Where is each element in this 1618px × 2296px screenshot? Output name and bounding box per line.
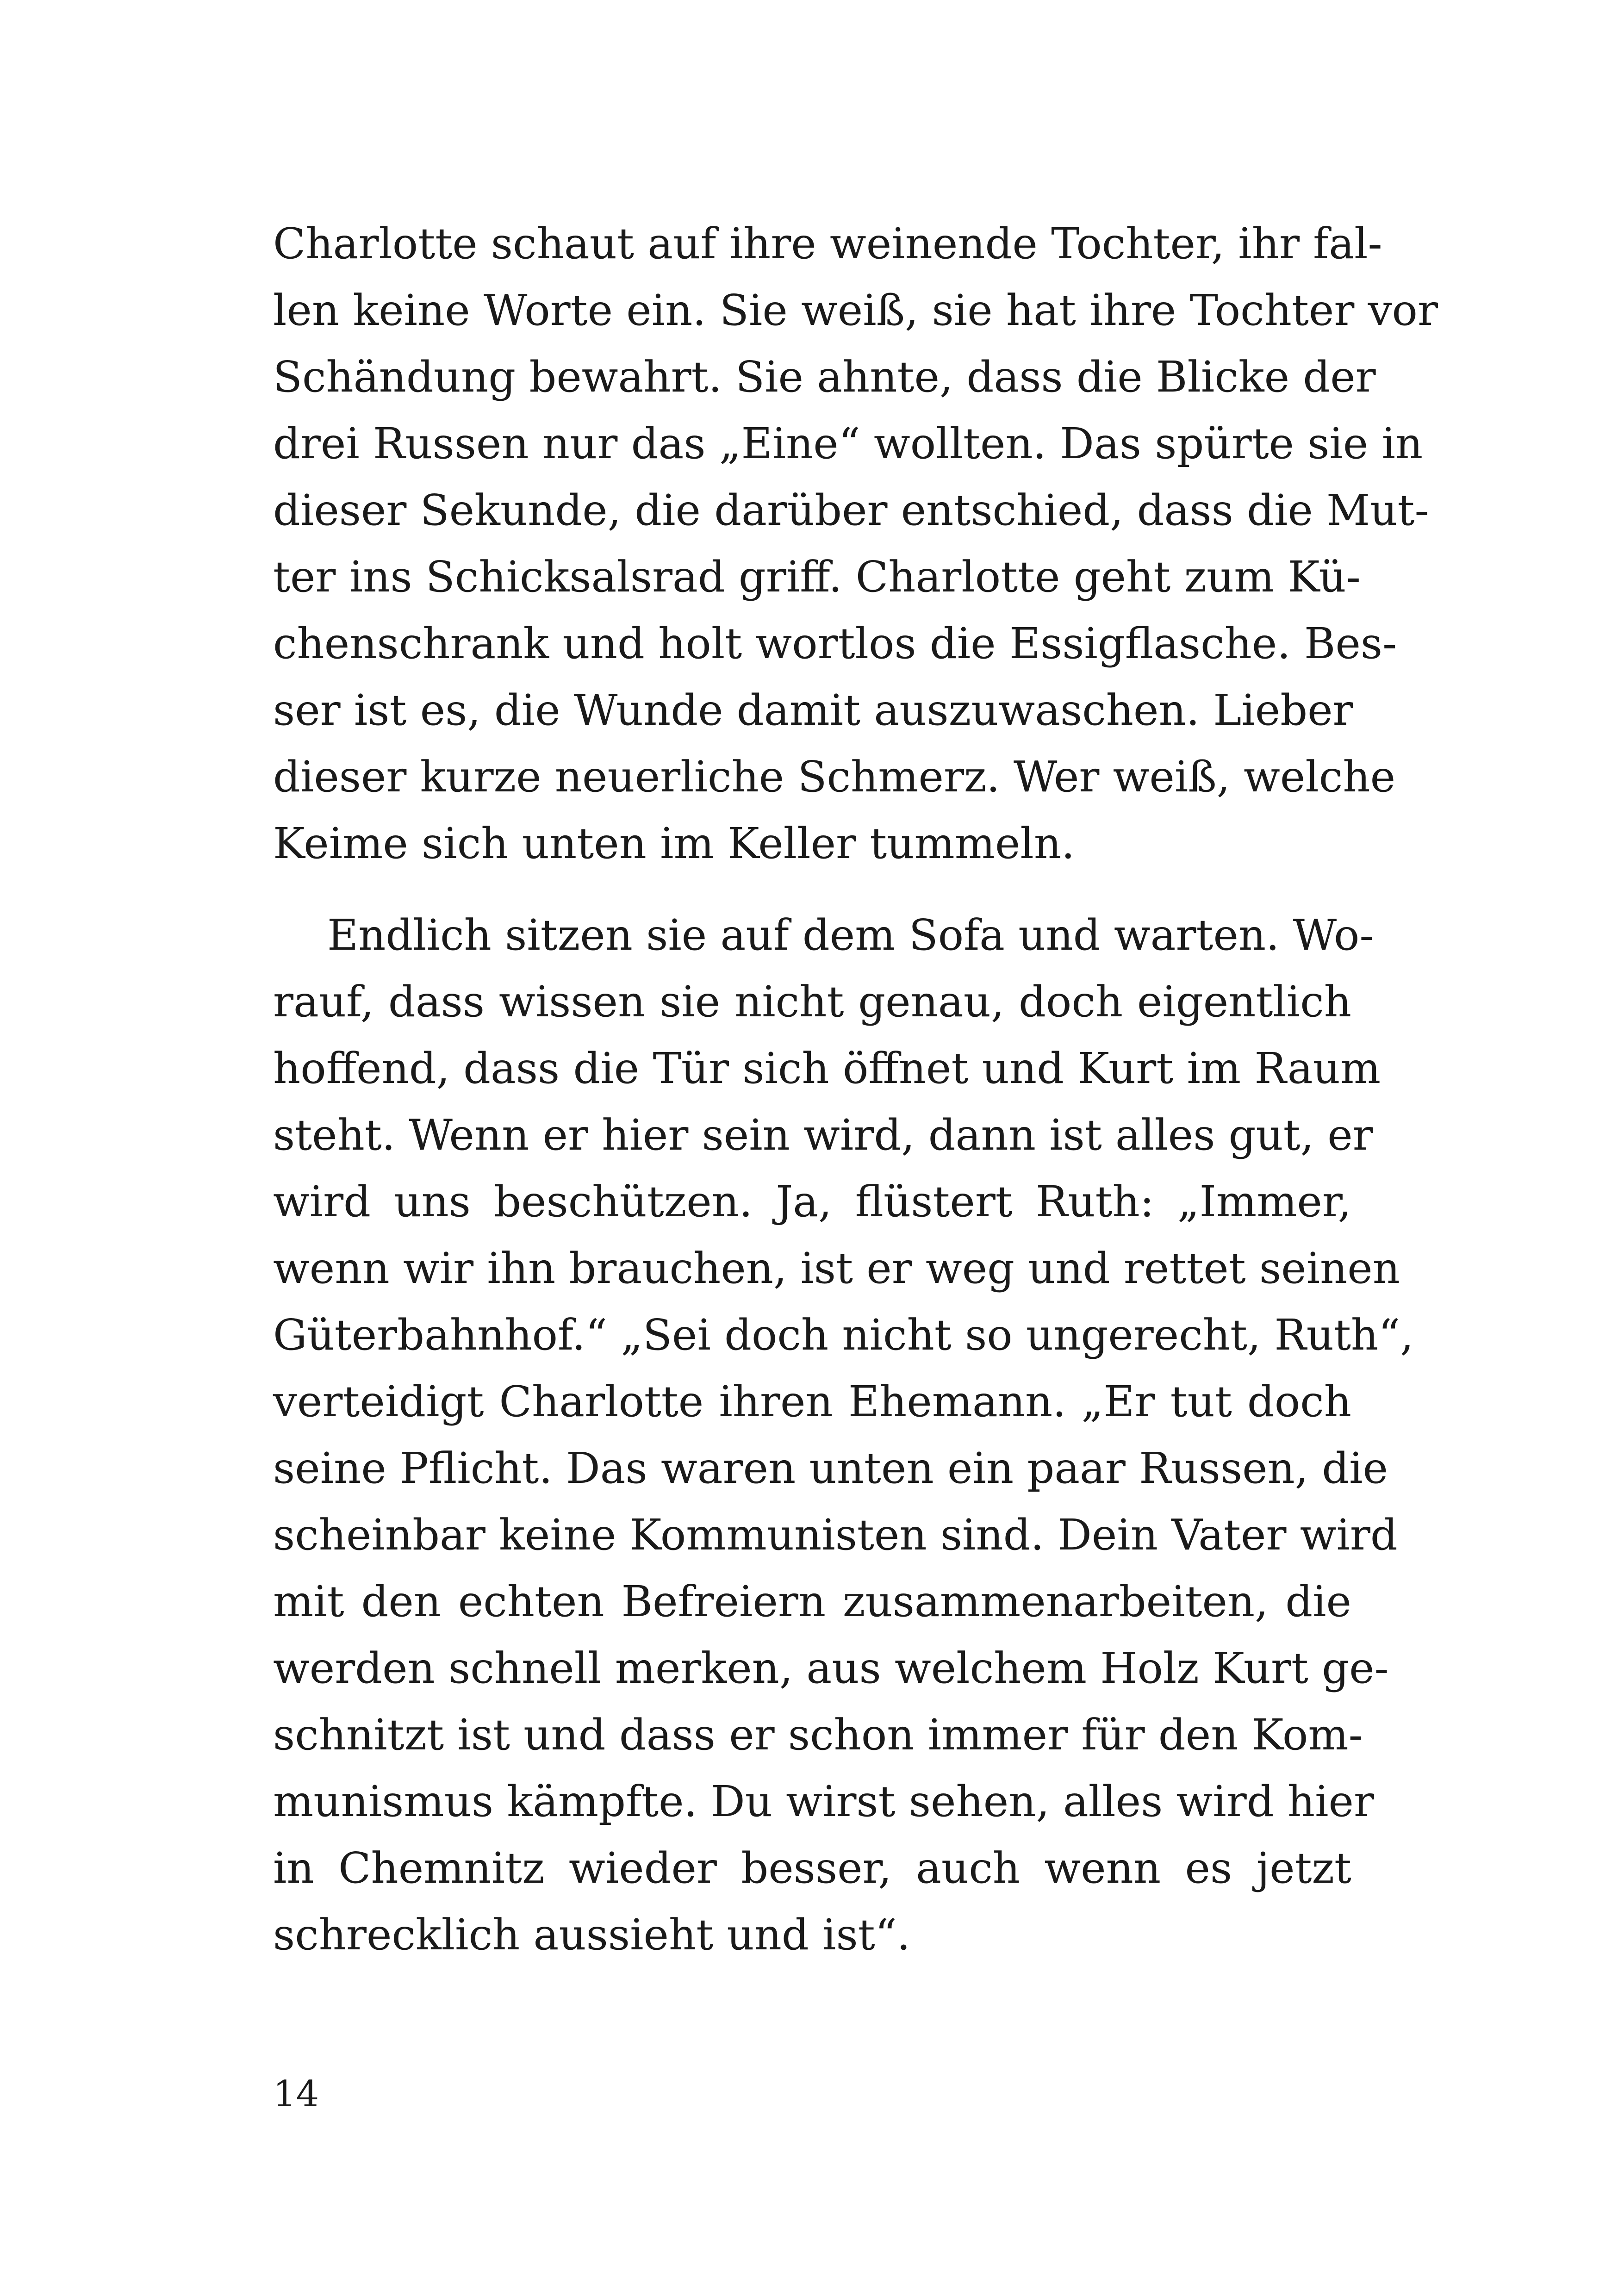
text-line: schrecklich aussieht und ist“. [273,1910,910,1960]
text-line: len keine Worte ein. Sie weiß, sie hat ihre Tochter vor [273,286,1438,335]
text-line: werden schnell merken, aus welchem Holz Kurt ge- [273,1643,1389,1693]
text-line: Güterbahnhof.“ „Sei doch nicht so ungerecht, Ruth“, [273,1310,1414,1360]
text-line: mit den echten Befreiern zusammenarbeiten, die [273,1577,1351,1626]
text-line: Keime sich unten im Keller tummeln. [273,819,1075,868]
text-line: munismus kämpfte. Du wirst sehen, alles wird hier [273,1777,1374,1826]
text-line: wenn wir ihn brauchen, ist er weg und rettet seinen [273,1244,1400,1293]
text-line: Charlotte schaut auf ihre weinende Tochter, ihr fal- [273,219,1382,268]
text-line: ter ins Schicksalsrad griff. Charlotte geht zum Kü- [273,552,1361,602]
text-line: schnitzt ist und dass er schon immer für den Kom- [273,1710,1363,1760]
text-line: ser ist es, die Wunde damit auszuwaschen. Lieber [273,685,1353,735]
body-text [273,211,1438,1968]
text-line: in Chemnitz wieder besser, auch wenn es jetzt [273,1843,1351,1893]
text-line: seine Pflicht. Das waren unten ein paar Russen, die [273,1444,1388,1493]
text-line: chenschrank und holt wortlos die Essigflasche. Bes- [273,619,1397,668]
paragraph-gap [273,877,1351,902]
text-line: rauf, dass wissen sie nicht genau, doch eigentlich [273,977,1351,1027]
text-line: dieser Sekunde, die darüber entschied, dass die Mut- [273,485,1429,535]
text-line: Schändung bewahrt. Sie ahnte, dass die Blicke der [273,352,1376,402]
text-line: verteidigt Charlotte ihren Ehemann. „Er tut doch [273,1377,1351,1426]
text-line: dieser kurze neuerliche Schmerz. Wer weiß, welche [273,752,1396,802]
text-line: hoffend, dass die Tür sich öffnet und Kurt im Raum [273,1044,1381,1093]
text-line: wird uns beschützen. Ja, flüstert Ruth: „Immer, [273,1177,1351,1226]
text-line: steht. Wenn er hier sein wird, dann ist alles gut, er [273,1110,1373,1160]
text-line: scheinbar keine Kommunisten sind. Dein Vater wird [273,1510,1398,1560]
page-number: 14 [273,2073,319,2115]
text-line: drei Russen nur das „Eine“ wollten. Das spürte sie in [273,419,1423,468]
text-line: Endlich sitzen sie auf dem Sofa und warten. Wo- [273,910,1374,960]
